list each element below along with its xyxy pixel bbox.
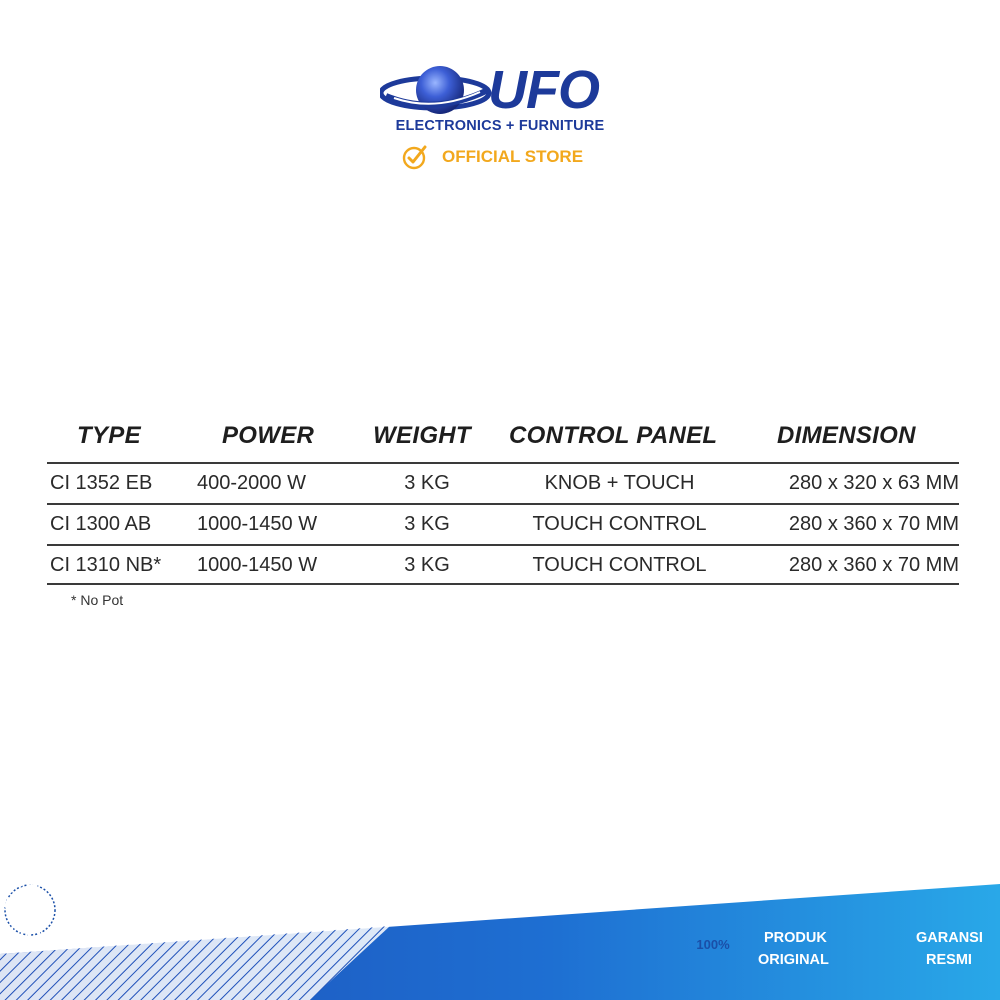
table-footnote: * No Pot (71, 592, 124, 608)
header-type: TYPE (77, 422, 141, 449)
cell-control-panel: KNOB + TOUCH (544, 472, 695, 494)
cell-weight: 3 KG (404, 554, 450, 576)
table-row (47, 503, 959, 544)
table-header (47, 414, 959, 462)
cell-power: 400-2000 W (197, 472, 306, 494)
brand-name: UFO (488, 60, 599, 120)
table-row (47, 462, 959, 503)
cell-control-panel: TOUCH CONTROL (532, 554, 707, 576)
header-dimension: DIMENSION (777, 422, 916, 449)
header-weight: WEIGHT (373, 422, 471, 449)
spec-table (47, 414, 959, 585)
cell-weight: 3 KG (404, 513, 450, 535)
produk-label: PRODUK (764, 930, 827, 946)
brand-tagline: ELECTRONICS + FURNITURE (395, 118, 605, 134)
brand-logo (380, 60, 620, 175)
resmi-label: RESMI (926, 952, 972, 968)
check-circle-icon (402, 144, 428, 170)
award-ribbon-icon (0, 880, 50, 946)
cell-type: CI 1352 EB (50, 472, 153, 494)
cell-dimension: 280 x 360 x 70 MM (788, 554, 959, 576)
seal-100-label: 100% (696, 937, 730, 952)
header-control-panel: CONTROL PANEL (509, 422, 718, 449)
cell-type: CI 1300 AB (50, 513, 152, 535)
cell-type: CI 1310 NB* (50, 554, 162, 576)
official-store-label: OFFICIAL STORE (442, 147, 584, 166)
header-power: POWER (222, 422, 315, 449)
trust-banner (0, 880, 1000, 1000)
official-store-badge (402, 144, 602, 170)
table-row (47, 544, 959, 585)
cell-dimension: 280 x 360 x 70 MM (788, 513, 959, 535)
cell-dimension: 280 x 320 x 63 MM (788, 472, 959, 494)
garansi-label: GARANSI (916, 930, 983, 946)
original-label: ORIGINAL (758, 952, 829, 968)
cell-power: 1000-1450 W (197, 513, 318, 535)
banner-background (0, 880, 1000, 1000)
cell-control-panel: TOUCH CONTROL (532, 513, 707, 535)
cell-weight: 3 KG (404, 472, 450, 494)
cell-power: 1000-1450 W (197, 554, 318, 576)
